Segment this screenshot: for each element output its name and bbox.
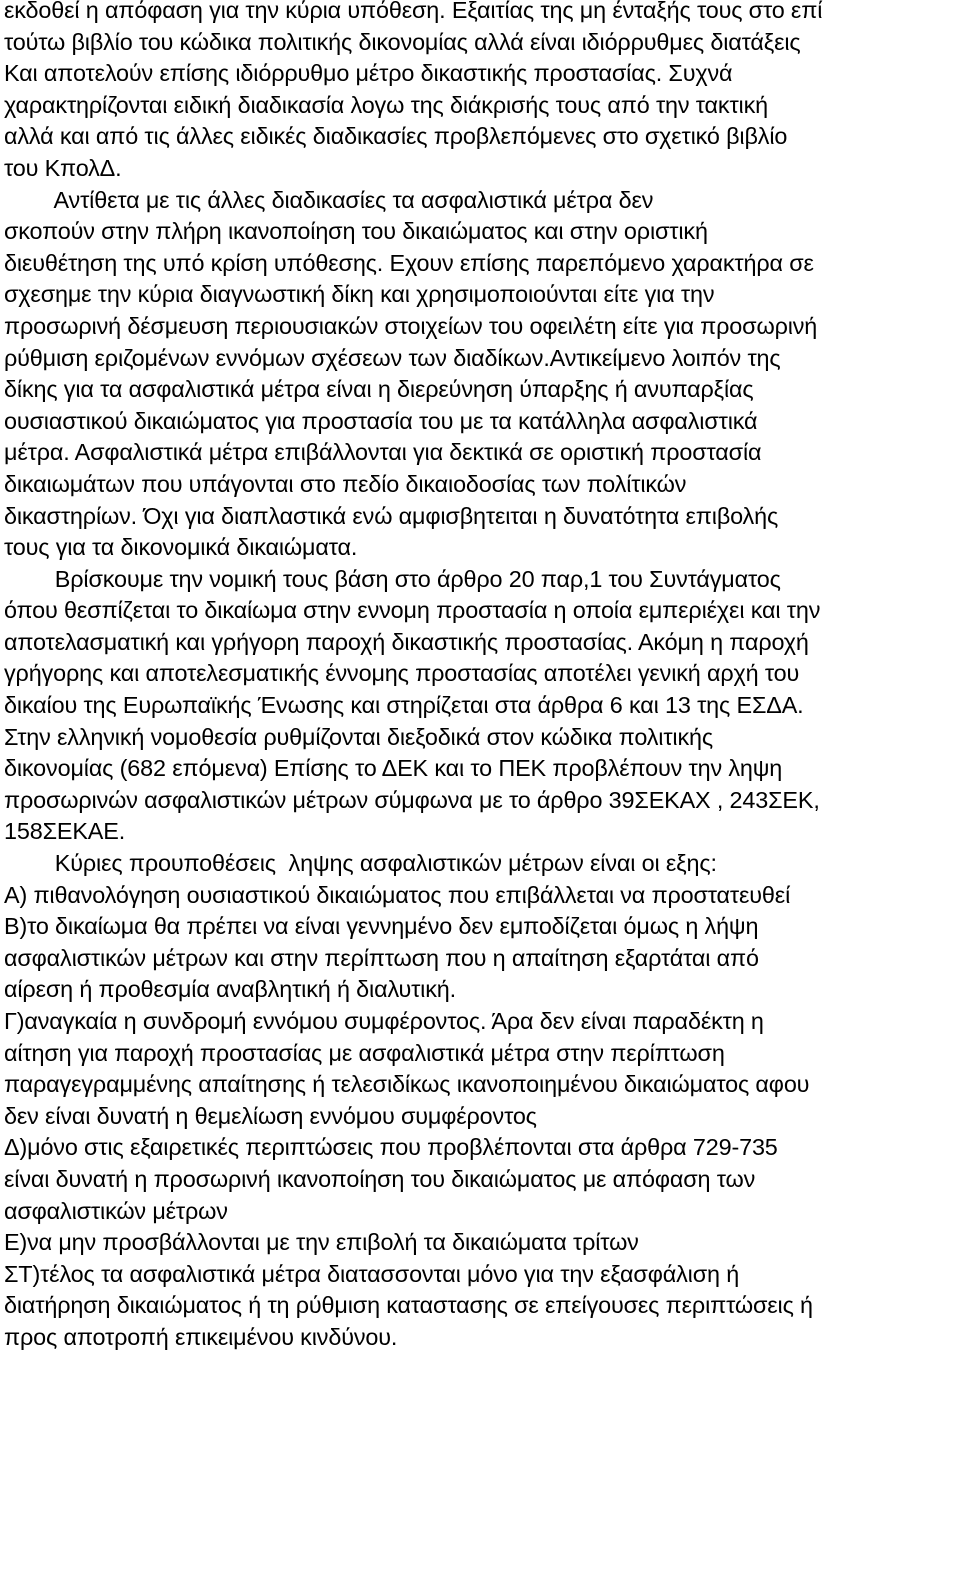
text-line: ασφαλιστικών μέτρων bbox=[4, 1197, 228, 1224]
text-line: γρήγορης και αποτελεσματικής έννομης προστασίας αποτέλει γενική αρχή του bbox=[4, 660, 800, 687]
text-line: Κύριες προυποθέσεις ληψης ασφαλιστικών μέτρων είναι οι εξης: bbox=[4, 850, 717, 877]
text-line: δικονομίας (682 επόμενα) Επίσης το ΔΕΚ και το ΠΕΚ προβλέπουν την ληψη bbox=[4, 755, 783, 782]
text-line: αίτηση για παροχή προστασίας με ασφαλιστικά μέτρα στην περίπτωση bbox=[4, 1039, 725, 1066]
text-line: χαρακτηρίζονται ειδική διαδικασία λογω της διάκρισής τους από την τακτική bbox=[4, 91, 769, 118]
text-line: ΣΤ)τέλος τα ασφαλιστικά μέτρα διατασσονται μόνο για την εξασφάλιση ή bbox=[4, 1260, 740, 1287]
text-line: Στην ελληνική νομοθεσία ρυθμίζονται διεξοδικά στον κώδικα πολιτικής bbox=[4, 723, 713, 750]
text-line: δεν είναι δυνατή η θεμελίωση εννόμου συμφέροντος bbox=[4, 1102, 537, 1129]
text-line: Γ)αναγκαία η συνδρομή εννόμου συμφέροντος. Άρα δεν είναι παραδέκτη η bbox=[4, 1008, 764, 1034]
text-line: Β)το δικαίωμα θα πρέπει να είναι γεννημένο δεν εμποδίζεται όμως η λήψη bbox=[4, 913, 759, 940]
text-line: δικαιωμάτων που υπάγονται στο πεδίο δικαιοδοσίας των πολίτικών bbox=[4, 470, 687, 497]
text-line: προς αποτροπή επικειμένου κινδύνου. bbox=[4, 1323, 398, 1350]
text-line: 158ΣΕΚΑΕ. bbox=[4, 818, 126, 845]
text-line: δίκης για τα ασφαλιστικά μέτρα είναι η διερεύνηση ύπαρξης ή ανυπαρξίας bbox=[4, 376, 754, 403]
text-line: ρύθμιση εριζομένων εννόμων σχέσεων των διαδίκων.Αντικείμενο λοιπόν της bbox=[4, 344, 781, 371]
text-line: αποτελασματική και γρήγορη παροχή δικαστικής προστασίας. Ακόμη η παροχή bbox=[4, 628, 809, 655]
text-line: ουσιαστικού δικαιώματος για προστασία του με τα κατάλληλα ασφαλιστικά bbox=[4, 407, 758, 434]
text-line: είναι δυνατή η προσωρινή ικανοποίηση του δικαιώματος με απόφαση των bbox=[4, 1165, 756, 1192]
text-line: δικαίου της Ευρωπαϊκής Ένωσης και στηρίζεται στα άρθρα 6 και 13 της ΕΣΔΑ. bbox=[4, 692, 804, 719]
text-line: προσωρινών ασφαλιστικών μέτρων σύμφωνα με το άρθρο 39ΣΕΚΑΧ , 243ΣΕΚ, bbox=[4, 786, 820, 813]
text-line: Αντίθετα με τις άλλες διαδικασίες τα ασφαλιστικά μέτρα δεν bbox=[4, 186, 654, 213]
text-line: τούτω βιβλίο του κώδικα πολιτικής δικονομίας αλλά είναι ιδιόρρυθμες διατάξεις bbox=[4, 28, 801, 55]
text-line: δικαστηρίων. Όχι για διαπλαστικά ενώ αμφισβητειται η δυνατότητα επιβολής bbox=[4, 502, 779, 529]
text-line: μέτρα. Ασφαλιστικά μέτρα επιβάλλονται για δεκτικά σε οριστική προστασία bbox=[4, 439, 762, 466]
text-line: προσωρινή δέσμευση περιουσιακών στοιχείων του οφειλέτη είτε για προσωρινή bbox=[4, 312, 818, 339]
text-line: Ε)να μην προσβάλλονται με την επιβολή τα δικαιώματα τρίτων bbox=[4, 1229, 639, 1256]
text-line: ασφαλιστικών μέτρων και στην περίπτωση που η απαίτηση εξαρτάται από bbox=[4, 944, 759, 971]
text-line: αίρεση ή προθεσμία αναβλητική ή διαλυτική. bbox=[4, 976, 456, 1003]
text-line: διατήρηση δικαιώματος ή τη ρύθμιση καταστασης σε επείγουσες περιπτώσεις ή bbox=[4, 1292, 813, 1319]
text-line: σκοπούν στην πλήρη ικανοποίηση του δικαιώματος και στην οριστική bbox=[4, 218, 708, 245]
text-line: όπου θεσπίζεται το δικαίωμα στην εννομη προστασία η οποία εμπεριέχει και την bbox=[4, 597, 821, 624]
text-line: Δ)μόνο στις εξαιρετικές περιπτώσεις που προβλέπονται στα άρθρα 729-735 bbox=[4, 1134, 778, 1161]
text-line: σχεσημε την κύρια διαγνωστική δίκη και χρησιμοποιούνται είτε για την bbox=[4, 281, 715, 308]
text-line: αλλά και από τις άλλες ειδικές διαδικασίες προβλεπόμενες στο σχετικό βιβλίο bbox=[4, 123, 788, 150]
text-line: διευθέτηση της υπό κρίση υπόθεσης. Εχουν επίσης παρεπόμενο χαρακτήρα σε bbox=[4, 249, 814, 276]
text-line: του ΚπολΔ. bbox=[4, 154, 122, 181]
text-line: Και αποτελούν επίσης ιδιόρρυθμο μέτρο δικαστικής προστασίας. Συχνά bbox=[4, 60, 733, 87]
text-line: Α) πιθανολόγηση ουσιαστικού δικαιώματος που επιβάλλεται να προστατευθεί bbox=[4, 881, 791, 908]
text-line: εκδοθεί η απόφαση για την κύρια υπόθεση. Εξαιτίας της μη ένταξής τους στο επί bbox=[4, 0, 823, 23]
text-line: παραγεγραμμένης απαίτησης ή τελεσιδίκως ικανοποιημένου δικαιώματος αφου bbox=[4, 1071, 810, 1098]
text-line: Βρίσκουμε την νομική τους βάση στο άρθρο 20 παρ,1 του Συντάγματος bbox=[4, 565, 781, 592]
text-line: τους για τα δικονομικά δικαιώματα. bbox=[4, 534, 358, 561]
